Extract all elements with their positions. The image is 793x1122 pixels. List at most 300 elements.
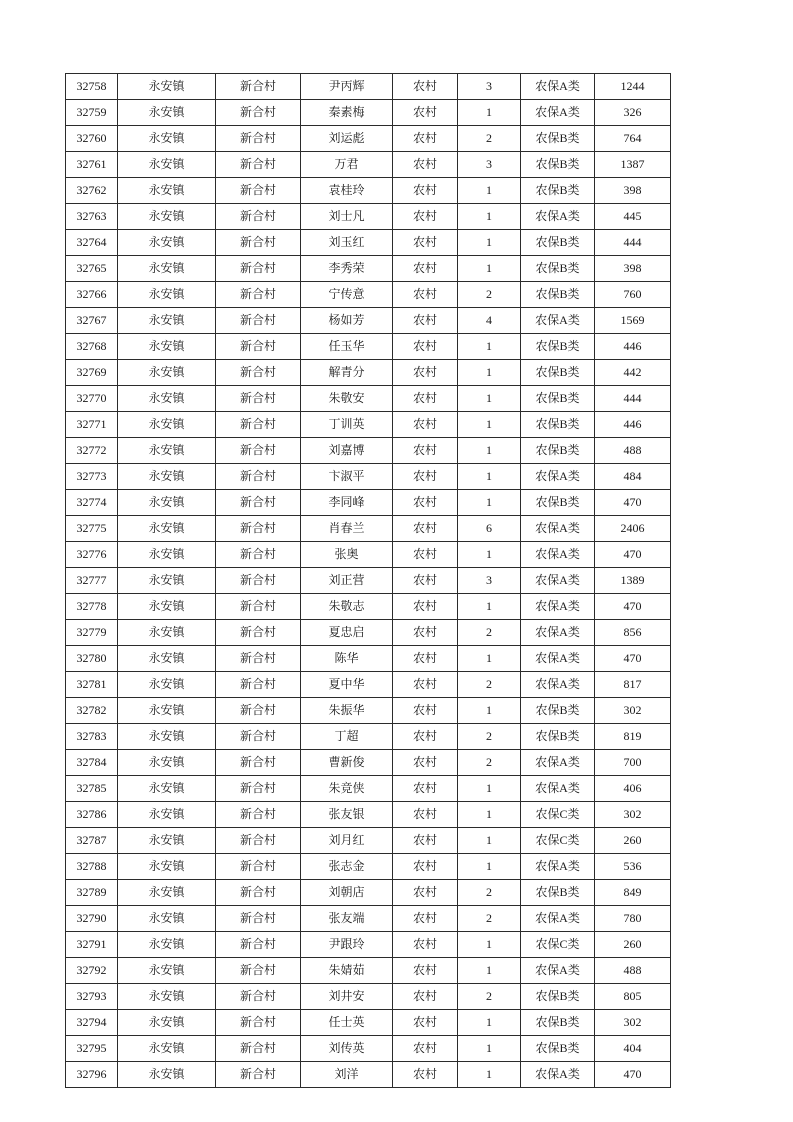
cell-town: 永安镇 (118, 464, 216, 490)
table-row (66, 932, 671, 958)
cell-amount: 470 (595, 542, 671, 568)
cell-residence-type: 农村 (393, 438, 458, 464)
cell-village: 新合村 (216, 230, 301, 256)
cell-count: 2 (458, 750, 521, 776)
cell-village: 新合村 (216, 516, 301, 542)
cell-person-name: 肖春兰 (301, 516, 393, 542)
table-row (66, 438, 671, 464)
cell-residence-type: 农村 (393, 386, 458, 412)
cell-id: 32765 (66, 256, 118, 282)
cell-insurance-type: 农保A类 (521, 1062, 595, 1088)
cell-insurance-type: 农保A类 (521, 750, 595, 776)
cell-insurance-type: 农保B类 (521, 230, 595, 256)
table-row (66, 282, 671, 308)
cell-amount: 326 (595, 100, 671, 126)
cell-person-name: 李同峰 (301, 490, 393, 516)
cell-town: 永安镇 (118, 204, 216, 230)
cell-person-name: 卞淑平 (301, 464, 393, 490)
cell-village: 新合村 (216, 906, 301, 932)
cell-town: 永安镇 (118, 880, 216, 906)
cell-insurance-type: 农保C类 (521, 932, 595, 958)
cell-amount: 1389 (595, 568, 671, 594)
cell-town: 永安镇 (118, 516, 216, 542)
cell-id: 32768 (66, 334, 118, 360)
cell-residence-type: 农村 (393, 672, 458, 698)
cell-town: 永安镇 (118, 672, 216, 698)
cell-person-name: 尹跟玲 (301, 932, 393, 958)
cell-insurance-type: 农保A类 (521, 204, 595, 230)
cell-insurance-type: 农保B类 (521, 724, 595, 750)
cell-village: 新合村 (216, 1062, 301, 1088)
cell-amount: 302 (595, 698, 671, 724)
cell-person-name: 朱婧茹 (301, 958, 393, 984)
cell-town: 永安镇 (118, 100, 216, 126)
cell-village: 新合村 (216, 776, 301, 802)
cell-town: 永安镇 (118, 568, 216, 594)
cell-amount: 700 (595, 750, 671, 776)
cell-id: 32760 (66, 126, 118, 152)
cell-insurance-type: 农保B类 (521, 178, 595, 204)
cell-village: 新合村 (216, 334, 301, 360)
table-row (66, 646, 671, 672)
cell-insurance-type: 农保B类 (521, 282, 595, 308)
cell-person-name: 刘月红 (301, 828, 393, 854)
cell-person-name: 杨如芳 (301, 308, 393, 334)
cell-id: 32764 (66, 230, 118, 256)
cell-amount: 398 (595, 256, 671, 282)
cell-person-name: 曹新俊 (301, 750, 393, 776)
cell-amount: 470 (595, 1062, 671, 1088)
cell-id: 32776 (66, 542, 118, 568)
cell-insurance-type: 农保C类 (521, 802, 595, 828)
cell-amount: 484 (595, 464, 671, 490)
cell-village: 新合村 (216, 282, 301, 308)
cell-insurance-type: 农保B类 (521, 152, 595, 178)
cell-person-name: 丁训英 (301, 412, 393, 438)
cell-person-name: 解青分 (301, 360, 393, 386)
cell-insurance-type: 农保A类 (521, 542, 595, 568)
cell-person-name: 朱竞侠 (301, 776, 393, 802)
cell-residence-type: 农村 (393, 724, 458, 750)
cell-village: 新合村 (216, 698, 301, 724)
cell-id: 32786 (66, 802, 118, 828)
cell-count: 2 (458, 906, 521, 932)
cell-village: 新合村 (216, 438, 301, 464)
cell-residence-type: 农村 (393, 256, 458, 282)
cell-amount: 536 (595, 854, 671, 880)
cell-village: 新合村 (216, 74, 301, 100)
cell-count: 2 (458, 880, 521, 906)
cell-insurance-type: 农保A类 (521, 906, 595, 932)
cell-id: 32784 (66, 750, 118, 776)
cell-insurance-type: 农保A类 (521, 308, 595, 334)
cell-residence-type: 农村 (393, 958, 458, 984)
cell-residence-type: 农村 (393, 516, 458, 542)
cell-insurance-type: 农保B类 (521, 984, 595, 1010)
cell-amount: 1244 (595, 74, 671, 100)
cell-id: 32788 (66, 854, 118, 880)
cell-village: 新合村 (216, 1036, 301, 1062)
cell-village: 新合村 (216, 412, 301, 438)
cell-count: 1 (458, 1010, 521, 1036)
cell-id: 32787 (66, 828, 118, 854)
cell-town: 永安镇 (118, 750, 216, 776)
cell-town: 永安镇 (118, 984, 216, 1010)
cell-village: 新合村 (216, 854, 301, 880)
cell-village: 新合村 (216, 750, 301, 776)
cell-person-name: 张友端 (301, 906, 393, 932)
cell-town: 永安镇 (118, 724, 216, 750)
cell-village: 新合村 (216, 932, 301, 958)
cell-insurance-type: 农保A类 (521, 854, 595, 880)
cell-id: 32774 (66, 490, 118, 516)
table-row (66, 74, 671, 100)
cell-insurance-type: 农保B类 (521, 126, 595, 152)
cell-count: 2 (458, 984, 521, 1010)
cell-count: 3 (458, 568, 521, 594)
cell-amount: 1569 (595, 308, 671, 334)
cell-person-name: 刘玉红 (301, 230, 393, 256)
table-row (66, 776, 671, 802)
cell-amount: 1387 (595, 152, 671, 178)
cell-id: 32771 (66, 412, 118, 438)
table-row (66, 880, 671, 906)
cell-town: 永安镇 (118, 906, 216, 932)
cell-town: 永安镇 (118, 386, 216, 412)
cell-insurance-type: 农保B类 (521, 1036, 595, 1062)
cell-count: 1 (458, 204, 521, 230)
cell-amount: 849 (595, 880, 671, 906)
cell-insurance-type: 农保B类 (521, 490, 595, 516)
cell-id: 32783 (66, 724, 118, 750)
table-row (66, 698, 671, 724)
cell-residence-type: 农村 (393, 1062, 458, 1088)
table-row (66, 1036, 671, 1062)
table-row (66, 958, 671, 984)
cell-town: 永安镇 (118, 360, 216, 386)
cell-residence-type: 农村 (393, 334, 458, 360)
cell-town: 永安镇 (118, 74, 216, 100)
cell-town: 永安镇 (118, 412, 216, 438)
cell-residence-type: 农村 (393, 490, 458, 516)
cell-town: 永安镇 (118, 958, 216, 984)
cell-count: 1 (458, 932, 521, 958)
cell-residence-type: 农村 (393, 542, 458, 568)
cell-count: 3 (458, 152, 521, 178)
cell-amount: 404 (595, 1036, 671, 1062)
cell-amount: 444 (595, 230, 671, 256)
table-row (66, 360, 671, 386)
cell-amount: 470 (595, 594, 671, 620)
cell-village: 新合村 (216, 386, 301, 412)
table-row (66, 230, 671, 256)
cell-town: 永安镇 (118, 620, 216, 646)
table-row (66, 1062, 671, 1088)
cell-id: 32793 (66, 984, 118, 1010)
cell-insurance-type: 农保B类 (521, 256, 595, 282)
cell-residence-type: 农村 (393, 776, 458, 802)
cell-residence-type: 农村 (393, 646, 458, 672)
cell-person-name: 刘洋 (301, 1062, 393, 1088)
cell-count: 1 (458, 828, 521, 854)
cell-residence-type: 农村 (393, 802, 458, 828)
cell-amount: 2406 (595, 516, 671, 542)
table-row (66, 464, 671, 490)
cell-id: 32758 (66, 74, 118, 100)
cell-insurance-type: 农保A类 (521, 672, 595, 698)
cell-id: 32785 (66, 776, 118, 802)
table-row (66, 334, 671, 360)
cell-residence-type: 农村 (393, 1036, 458, 1062)
cell-amount: 780 (595, 906, 671, 932)
cell-town: 永安镇 (118, 490, 216, 516)
cell-id: 32773 (66, 464, 118, 490)
cell-insurance-type: 农保A类 (521, 958, 595, 984)
cell-town: 永安镇 (118, 334, 216, 360)
cell-residence-type: 农村 (393, 178, 458, 204)
cell-town: 永安镇 (118, 854, 216, 880)
table-row (66, 984, 671, 1010)
cell-person-name: 陈华 (301, 646, 393, 672)
table-row (66, 724, 671, 750)
cell-insurance-type: 农保A类 (521, 620, 595, 646)
cell-person-name: 夏忠启 (301, 620, 393, 646)
cell-town: 永安镇 (118, 594, 216, 620)
cell-count: 6 (458, 516, 521, 542)
cell-amount: 470 (595, 490, 671, 516)
cell-amount: 446 (595, 412, 671, 438)
cell-amount: 856 (595, 620, 671, 646)
cell-id: 32780 (66, 646, 118, 672)
table-row (66, 620, 671, 646)
cell-insurance-type: 农保A类 (521, 516, 595, 542)
cell-town: 永安镇 (118, 1036, 216, 1062)
cell-village: 新合村 (216, 464, 301, 490)
cell-count: 1 (458, 1062, 521, 1088)
cell-count: 1 (458, 776, 521, 802)
cell-person-name: 刘运彪 (301, 126, 393, 152)
cell-person-name: 刘嘉博 (301, 438, 393, 464)
cell-village: 新合村 (216, 360, 301, 386)
cell-amount: 805 (595, 984, 671, 1010)
cell-count: 1 (458, 698, 521, 724)
cell-count: 3 (458, 74, 521, 100)
cell-amount: 817 (595, 672, 671, 698)
cell-id: 32759 (66, 100, 118, 126)
cell-amount: 444 (595, 386, 671, 412)
cell-village: 新合村 (216, 490, 301, 516)
cell-count: 1 (458, 230, 521, 256)
table-row (66, 516, 671, 542)
cell-amount: 445 (595, 204, 671, 230)
cell-village: 新合村 (216, 126, 301, 152)
table-row (66, 152, 671, 178)
table-row (66, 490, 671, 516)
cell-person-name: 朱敬志 (301, 594, 393, 620)
cell-person-name: 刘井安 (301, 984, 393, 1010)
cell-amount: 760 (595, 282, 671, 308)
cell-residence-type: 农村 (393, 568, 458, 594)
cell-insurance-type: 农保A类 (521, 74, 595, 100)
cell-village: 新合村 (216, 204, 301, 230)
cell-amount: 488 (595, 438, 671, 464)
cell-person-name: 刘朝店 (301, 880, 393, 906)
cell-residence-type: 农村 (393, 412, 458, 438)
cell-insurance-type: 农保A类 (521, 776, 595, 802)
cell-village: 新合村 (216, 542, 301, 568)
cell-village: 新合村 (216, 152, 301, 178)
cell-person-name: 李秀荣 (301, 256, 393, 282)
cell-town: 永安镇 (118, 698, 216, 724)
cell-id: 32792 (66, 958, 118, 984)
cell-amount: 488 (595, 958, 671, 984)
table-body (66, 74, 671, 1088)
cell-count: 1 (458, 178, 521, 204)
cell-town: 永安镇 (118, 178, 216, 204)
cell-village: 新合村 (216, 256, 301, 282)
cell-residence-type: 农村 (393, 854, 458, 880)
cell-person-name: 夏中华 (301, 672, 393, 698)
cell-residence-type: 农村 (393, 74, 458, 100)
table-row (66, 542, 671, 568)
cell-count: 4 (458, 308, 521, 334)
cell-village: 新合村 (216, 646, 301, 672)
cell-id: 32767 (66, 308, 118, 334)
cell-insurance-type: 农保A类 (521, 100, 595, 126)
cell-amount: 302 (595, 802, 671, 828)
cell-person-name: 任士英 (301, 1010, 393, 1036)
cell-person-name: 任玉华 (301, 334, 393, 360)
cell-residence-type: 农村 (393, 308, 458, 334)
cell-id: 32779 (66, 620, 118, 646)
table-row (66, 204, 671, 230)
cell-count: 2 (458, 672, 521, 698)
cell-town: 永安镇 (118, 1010, 216, 1036)
cell-town: 永安镇 (118, 256, 216, 282)
cell-id: 32794 (66, 1010, 118, 1036)
table-row (66, 178, 671, 204)
cell-town: 永安镇 (118, 646, 216, 672)
cell-id: 32778 (66, 594, 118, 620)
cell-count: 1 (458, 360, 521, 386)
cell-village: 新合村 (216, 958, 301, 984)
table-row (66, 386, 671, 412)
cell-village: 新合村 (216, 880, 301, 906)
cell-id: 32796 (66, 1062, 118, 1088)
cell-village: 新合村 (216, 724, 301, 750)
cell-village: 新合村 (216, 620, 301, 646)
cell-count: 1 (458, 1036, 521, 1062)
cell-id: 32766 (66, 282, 118, 308)
table-row (66, 672, 671, 698)
cell-id: 32791 (66, 932, 118, 958)
cell-amount: 398 (595, 178, 671, 204)
table-row (66, 100, 671, 126)
cell-count: 1 (458, 464, 521, 490)
cell-person-name: 张奥 (301, 542, 393, 568)
cell-amount: 302 (595, 1010, 671, 1036)
cell-insurance-type: 农保A类 (521, 646, 595, 672)
cell-residence-type: 农村 (393, 282, 458, 308)
cell-id: 32777 (66, 568, 118, 594)
cell-residence-type: 农村 (393, 906, 458, 932)
cell-count: 1 (458, 646, 521, 672)
records-table (65, 73, 671, 1088)
cell-village: 新合村 (216, 802, 301, 828)
cell-village: 新合村 (216, 1010, 301, 1036)
cell-town: 永安镇 (118, 438, 216, 464)
table-row (66, 126, 671, 152)
table-row (66, 256, 671, 282)
table-row (66, 412, 671, 438)
cell-town: 永安镇 (118, 1062, 216, 1088)
cell-id: 32761 (66, 152, 118, 178)
cell-person-name: 张友银 (301, 802, 393, 828)
cell-town: 永安镇 (118, 542, 216, 568)
cell-residence-type: 农村 (393, 230, 458, 256)
cell-residence-type: 农村 (393, 698, 458, 724)
cell-person-name: 刘正营 (301, 568, 393, 594)
cell-residence-type: 农村 (393, 464, 458, 490)
cell-town: 永安镇 (118, 126, 216, 152)
cell-village: 新合村 (216, 672, 301, 698)
table-row (66, 1010, 671, 1036)
cell-amount: 406 (595, 776, 671, 802)
table-row (66, 906, 671, 932)
table-row (66, 802, 671, 828)
cell-amount: 446 (595, 334, 671, 360)
cell-person-name: 朱振华 (301, 698, 393, 724)
cell-id: 32762 (66, 178, 118, 204)
table-row (66, 828, 671, 854)
cell-count: 1 (458, 386, 521, 412)
cell-person-name: 袁桂玲 (301, 178, 393, 204)
cell-id: 32782 (66, 698, 118, 724)
cell-residence-type: 农村 (393, 880, 458, 906)
cell-village: 新合村 (216, 568, 301, 594)
cell-amount: 819 (595, 724, 671, 750)
cell-town: 永安镇 (118, 828, 216, 854)
cell-residence-type: 农村 (393, 828, 458, 854)
cell-residence-type: 农村 (393, 750, 458, 776)
cell-village: 新合村 (216, 178, 301, 204)
cell-count: 1 (458, 438, 521, 464)
cell-id: 32763 (66, 204, 118, 230)
cell-residence-type: 农村 (393, 620, 458, 646)
cell-person-name: 朱敬安 (301, 386, 393, 412)
cell-amount: 260 (595, 932, 671, 958)
cell-person-name: 刘传英 (301, 1036, 393, 1062)
cell-residence-type: 农村 (393, 984, 458, 1010)
cell-town: 永安镇 (118, 282, 216, 308)
cell-insurance-type: 农保B类 (521, 880, 595, 906)
cell-id: 32769 (66, 360, 118, 386)
cell-id: 32789 (66, 880, 118, 906)
cell-insurance-type: 农保B类 (521, 1010, 595, 1036)
cell-count: 2 (458, 620, 521, 646)
cell-residence-type: 农村 (393, 204, 458, 230)
cell-amount: 470 (595, 646, 671, 672)
cell-id: 32790 (66, 906, 118, 932)
cell-residence-type: 农村 (393, 360, 458, 386)
cell-person-name: 张志金 (301, 854, 393, 880)
cell-village: 新合村 (216, 100, 301, 126)
cell-insurance-type: 农保C类 (521, 828, 595, 854)
cell-id: 32770 (66, 386, 118, 412)
cell-insurance-type: 农保B类 (521, 334, 595, 360)
cell-insurance-type: 农保B类 (521, 360, 595, 386)
cell-village: 新合村 (216, 594, 301, 620)
